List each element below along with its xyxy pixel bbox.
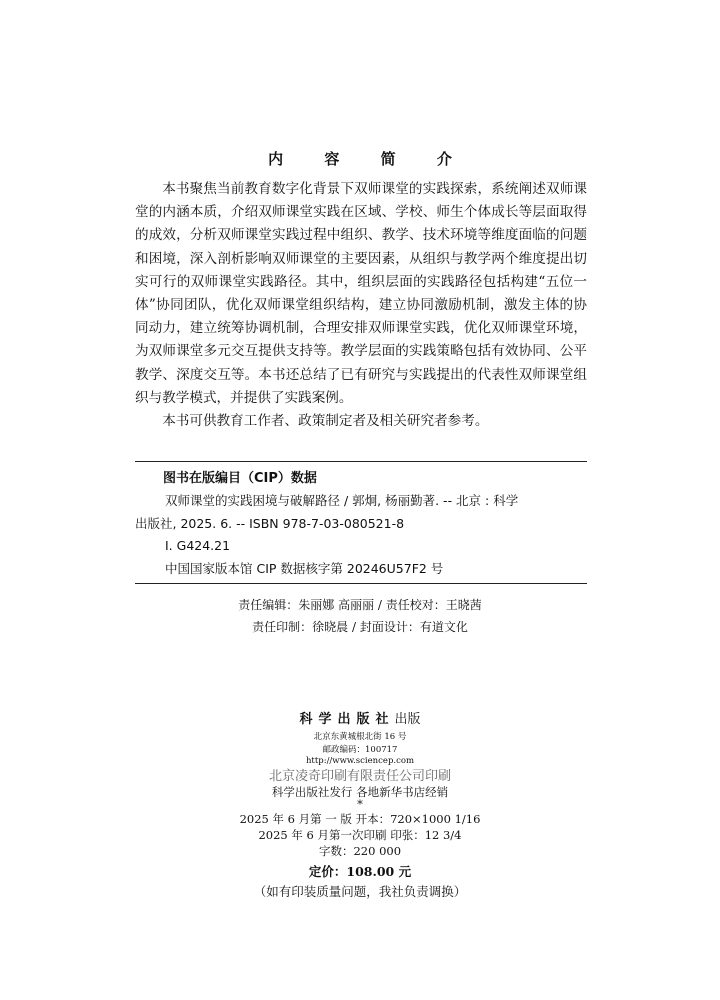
editor-credits-1: 责任编辑：朱丽娜 高丽丽 / 责任校对：王晓茜 xyxy=(238,598,482,612)
summary-text xyxy=(135,178,587,433)
word-count: 字数：220 000 xyxy=(318,844,402,858)
separator-star: * xyxy=(357,797,363,811)
cip-line-2: 出版社, 2025. 6. -- ISBN 978-7-03-080521-8 xyxy=(135,515,405,531)
cip-heading: 图书在版编目（CIP）数据 xyxy=(163,471,317,486)
summary-paragraph-1: 本书聚焦当前教育数字化背景下双师课堂的实践探索，系统阐述双师课堂的内涵本质，介绍双师课堂实践在区域、学校、师生个体成长等层面取得的成效，分析双师课堂实践过程中组织、教学、技术环境等维度面临的问题和困境，深入剖析影响双师课堂的主要因素，从组织与教学两个维度提出切实可行的双师课堂实践路径。其中，组织层面的实践路径包括构建“五位一体”协同团队，优化双师课堂组织结构，建立协同激励机制，激发主体的协同动力，建立统筹协调机制，合理安排双师课堂实践，优化双师课堂环境，为双师课堂多元交互提供支持等。教学层面的实践策略包括有效协同、公平教学、深度交互等。本书还总结了已有研究与实践提出的代表性双师课堂组织与教学模式，并提供了实践案例。 xyxy=(135,181,587,406)
cip-block xyxy=(135,490,587,580)
cip-top-rule xyxy=(135,461,587,462)
cip-line-3: Ⅰ. G424.21 xyxy=(165,538,231,553)
price: 定价：108.00 元 xyxy=(308,864,412,879)
distribution-line: 科学出版社发行 各地新华书店经销 xyxy=(271,785,449,799)
publisher-logo xyxy=(0,708,720,727)
quality-notice: （如有印装质量问题，我社负责调换） xyxy=(253,884,467,899)
publisher-logo-text: 科学出版社 xyxy=(299,712,395,727)
summary-paragraph-2: 本书可供教育工作者、政策制定者及相关研究者参考。 xyxy=(162,413,489,430)
page-title: 内 容 简 介 xyxy=(268,150,470,168)
publisher-website: http://www.sciencep.com xyxy=(305,756,415,766)
edition-line-1: 2025 年 6 月第 一 版 开本：720×1000 1/16 xyxy=(239,812,481,826)
cip-line-1: 双师课堂的实践困境与破解路径 / 郭炯, 杨丽勤著. -- 北京 : 科学 xyxy=(165,493,519,508)
printer-line: 北京凌奇印刷有限责任公司印刷 xyxy=(268,769,451,784)
editor-credits-2: 责任印制：徐晓晨 / 封面设计：有道文化 xyxy=(252,620,468,634)
cip-line-4: 中国国家版本馆 CIP 数据核字第 20246U57F2 号 xyxy=(165,560,444,576)
publisher-logo-suffix: 出版 xyxy=(394,712,421,727)
edition-line-2: 2025 年 6 月第一次印刷 印张：12 3/4 xyxy=(258,828,462,842)
cip-bottom-rule xyxy=(135,583,587,584)
publisher-address: 北京东黄城根北街 16 号 xyxy=(313,732,407,742)
publisher-postcode: 邮政编码：100717 xyxy=(322,745,398,755)
